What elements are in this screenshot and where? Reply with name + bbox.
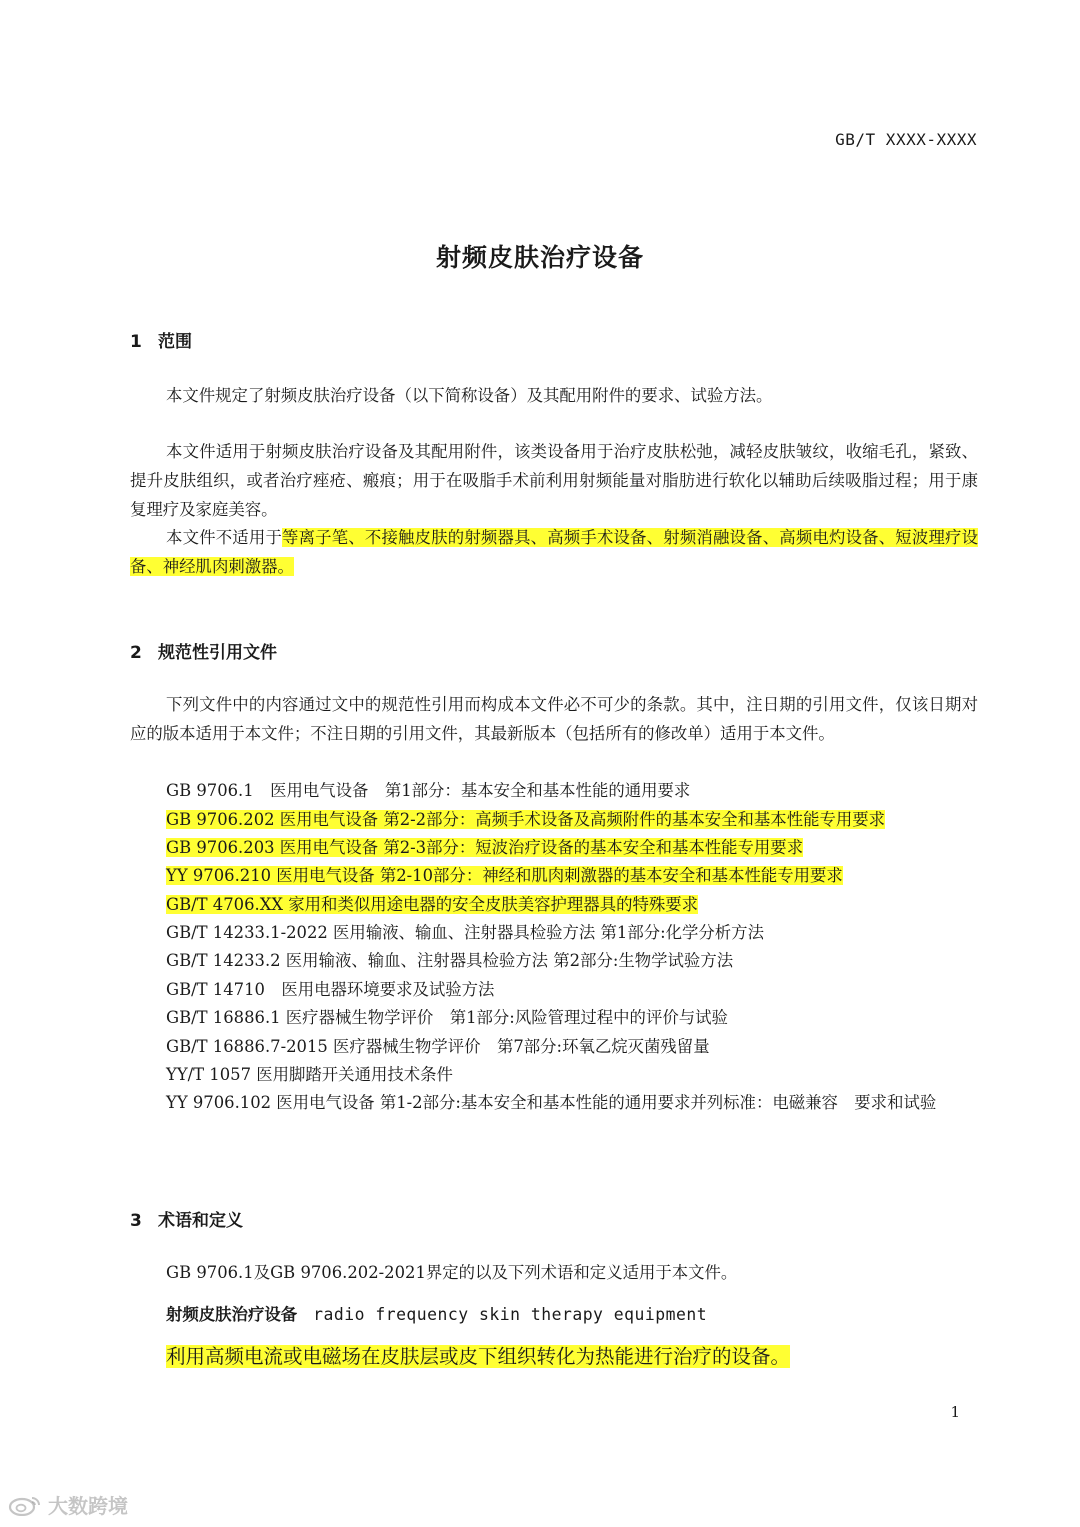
definition-highlight: 利用高频电流或电磁场在皮肤层或皮下组织转化为热能进行治疗的设备。: [166, 1345, 791, 1368]
reference-item: GB/T 16886.7-2015 医疗器械生物学评价 第7部分:环氧乙烷灭菌残留量: [166, 1037, 710, 1056]
reference-item: GB/T 14233.1-2022 医用输液、输血、注射器具检验方法 第1部分:化学分析方法: [166, 923, 764, 942]
reference-item: GB/T 14233.2 医用输液、输血、注射器具检验方法 第2部分:生物学试验方法: [166, 951, 734, 970]
weibo-logo-icon: [8, 1494, 42, 1516]
scope-exclusion-lead: 本文件不适用于: [166, 528, 283, 547]
section-number: 2: [130, 643, 142, 663]
scope-paragraph-2: 本文件适用于射频皮肤治疗设备及其配用附件，该类设备用于治疗皮肤松弛，减轻皮肤皱纹，收缩毛孔，紧致、提升皮肤组织，或者治疗痤疮、瘢痕；用于在吸脂手术前利用射频能量对脂肪进行软化以辅助后续吸脂过程；用于康复理疗及家庭美容。: [130, 442, 978, 519]
scope-paragraph-3: [130, 523, 978, 581]
document-title: 射频皮肤治疗设备: [435, 243, 644, 272]
reference-highlight: GB 9706.202 医用电气设备 第2-2部分：高频手术设备及高频附件的基本安全和基本性能专用要求: [166, 810, 886, 829]
section-heading-terms: [130, 1206, 243, 1231]
reference-item: [166, 834, 803, 862]
section-heading-scope: [130, 327, 192, 352]
reference-highlight: GB/T 4706.XX 家用和类似用途电器的安全皮肤美容护理器具的特殊要求: [166, 895, 699, 914]
section-heading-normative-references: [130, 638, 277, 663]
reference-item: [166, 862, 843, 890]
scope-paragraph-1: 本文件规定了射频皮肤治疗设备（以下简称设备）及其配用附件的要求、试验方法。: [166, 386, 773, 405]
scope-exclusion-highlight: 等离子笔、不接触皮肤的射频器具、高频手术设备、射频消融设备、高频电灼设备、短波理疗设备、神经肌肉刺激器。: [130, 528, 979, 576]
reference-item: GB/T 14710 医用电器环境要求及试验方法: [166, 980, 495, 999]
term-chinese: 射频皮肤治疗设备: [166, 1305, 298, 1324]
page-number: 1: [950, 1403, 960, 1421]
watermark-text: 大数跨境: [48, 1494, 128, 1518]
reference-highlight: GB 9706.203 医用电气设备 第2-3部分：短波治疗设备的基本安全和基本性能专用要求: [166, 838, 804, 857]
section-title: 范围: [158, 332, 192, 352]
watermark: [8, 1490, 128, 1519]
reference-item: [166, 806, 885, 834]
section-number: 3: [130, 1211, 142, 1231]
terms-intro: GB 9706.1及GB 9706.202-2021界定的以及下列术语和定义适用于本文件。: [166, 1263, 738, 1282]
reference-item: [166, 891, 698, 919]
section-number: 1: [130, 332, 142, 352]
term-definition: [166, 1340, 790, 1374]
section-title: 规范性引用文件: [158, 643, 277, 663]
reference-item: GB 9706.1 医用电气设备 第1部分：基本安全和基本性能的通用要求: [166, 781, 691, 800]
reference-item: GB/T 16886.1 医疗器械生物学评价 第1部分:风险管理过程中的评价与试验: [166, 1008, 728, 1027]
standard-code: GB/T XXXX-XXXX: [835, 130, 977, 149]
reference-item: YY 9706.102 医用电气设备 第1-2部分:基本安全和基本性能的通用要求并列标准：电磁兼容 要求和试验: [166, 1093, 937, 1112]
reference-item: YY/T 1057 医用脚踏开关通用技术条件: [166, 1065, 453, 1084]
reference-highlight: YY 9706.210 医用电气设备 第2-10部分：神经和肌肉刺激器的基本安全和基本性能专用要求: [166, 866, 843, 885]
normative-intro: 下列文件中的内容通过文中的规范性引用而构成本文件必不可少的条款。其中，注日期的引用文件，仅该日期对应的版本适用于本文件；不注日期的引用文件，其最新版本（包括所有的修改单）适用于本文件。: [130, 695, 978, 743]
term-entry: [166, 1301, 707, 1329]
section-title: 术语和定义: [158, 1211, 243, 1231]
term-english: radio frequency skin therapy equipment: [313, 1305, 708, 1324]
